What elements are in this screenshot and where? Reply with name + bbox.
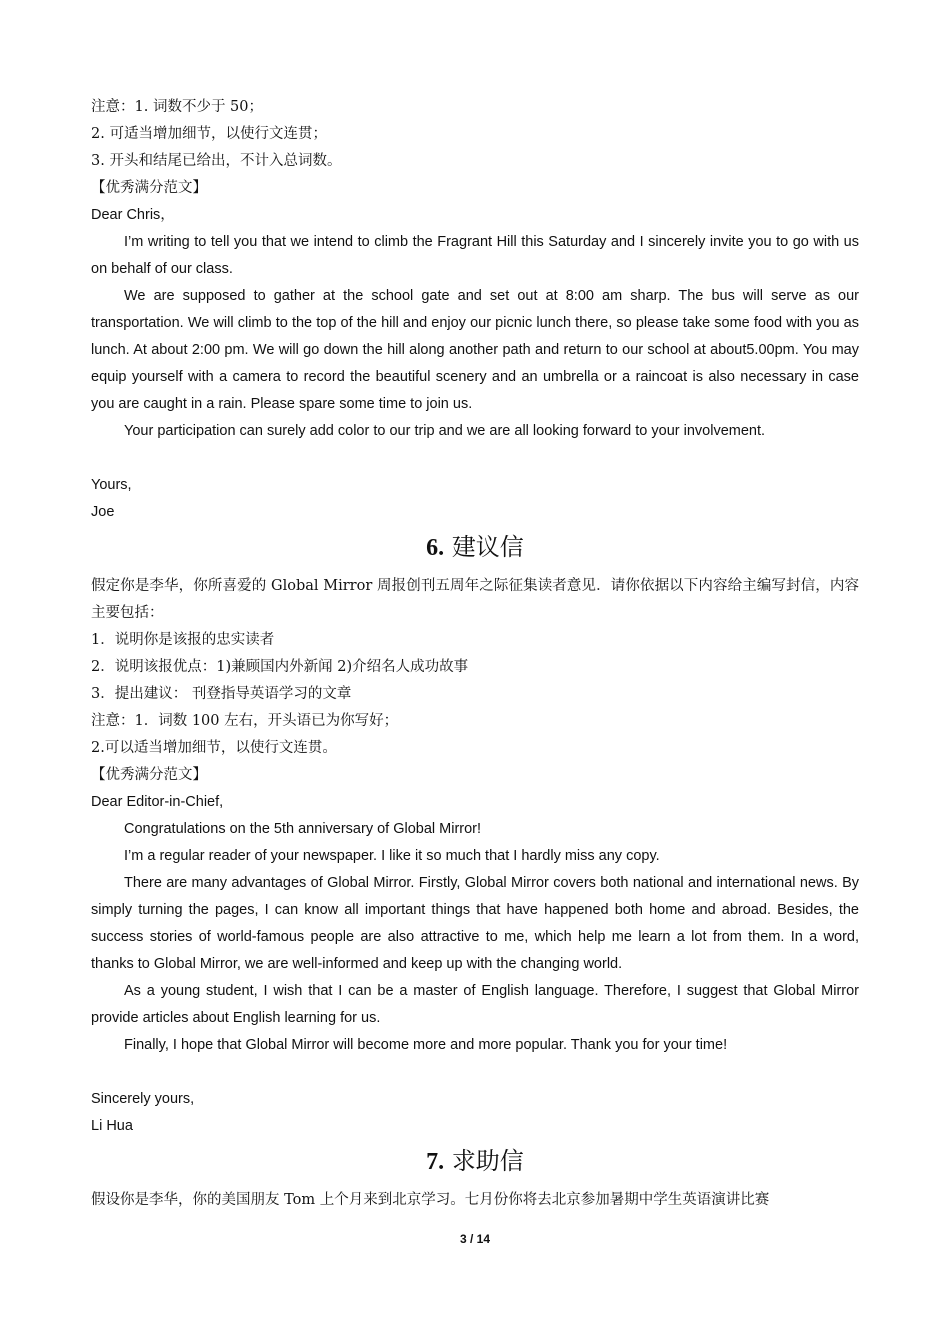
sample-label: 【优秀满分范文】 bbox=[91, 767, 207, 783]
sample-label: 【优秀满分范文】 bbox=[91, 180, 207, 196]
section-heading bbox=[91, 532, 859, 563]
note-line: 2. 可适当增加细节，以使行文连贯； bbox=[91, 126, 327, 142]
task-prompt: 假定你是李华，你所喜爱的 Global Mirror 周报创刊五周年之际征集读者意见．请你依据以下内容给主编写封信，内容主要包括： bbox=[91, 578, 859, 621]
task-point: 1．说明你是该报的忠实读者 bbox=[91, 632, 275, 648]
section-title: 建议信 bbox=[451, 533, 524, 561]
task-point: 3．提出建议： 刊登指导英语学习的文章 bbox=[91, 686, 352, 702]
letter-paragraph: As a young student, I wish that I can be a master of English language. Therefore, I suggest that Global Mirror provide articles about English learning for us. bbox=[91, 983, 859, 1026]
letter-greeting: Dear Chris， bbox=[91, 207, 175, 223]
task-point: 2．说明该报优点：1)兼顾国内外新闻 2)介绍名人成功故事 bbox=[91, 659, 469, 675]
letter-paragraph: I’m writing to tell you that we intend to climb the Fragrant Hill this Saturday and I sincerely invite you to go with us on behalf of our class. bbox=[91, 234, 859, 277]
letter-paragraph: We are supposed to gather at the school gate and set out at 8:00 am sharp. The bus will serve as our transportation. We will climb to the top of the hill and enjoy our picnic lunch there, so please take some food with you as lunch. At about 2:00 pm. We will go down the hill along another path and return to our school at about5.00pm. You may equip yourself with a camera to record the beautiful scenery and an umbrella or a raincoat is also necessary in case you are caught in a rain. Please spare some time to join us. bbox=[91, 288, 859, 412]
section-title: 求助信 bbox=[451, 1147, 524, 1175]
document-page bbox=[91, 94, 859, 1214]
section-number: 6. bbox=[426, 535, 445, 561]
letter-paragraph: I’m a regular reader of your newspaper. I like it so much that I hardly miss any copy. bbox=[124, 848, 660, 864]
letter-greeting: Dear Editor-in-Chief, bbox=[91, 794, 224, 810]
section-number: 7. bbox=[426, 1149, 445, 1175]
page-number-total: 14 bbox=[476, 1232, 491, 1246]
letter-closing: Sincerely yours, bbox=[91, 1091, 195, 1107]
note-line: 2.可以适当增加细节，以使行文连贯。 bbox=[91, 740, 337, 756]
note-line: 注意：1．词数 100 左右，开头语已为你写好； bbox=[91, 713, 399, 729]
letter-paragraph: Congratulations on the 5th anniversary of Global Mirror! bbox=[124, 821, 482, 837]
letter-paragraph: There are many advantages of Global Mirror. Firstly, Global Mirror covers both national and international news. By simply turning the pages, I can know all important things that have happened both home and abroad. Besides, the success stories of world-famous people are also attractive to me, which help me learn a lot from them. In a word, thanks to Global Mirror, we are well-informed and keep up with the changing world. bbox=[91, 875, 859, 972]
letter-signature: Li Hua bbox=[91, 1118, 133, 1134]
section-heading bbox=[91, 1146, 859, 1177]
page-number-current: 3 bbox=[459, 1232, 467, 1246]
letter-paragraph: Finally, I hope that Global Mirror will become more and more popular. Thank you for your time! bbox=[124, 1037, 728, 1053]
note-line: 3. 开头和结尾已给出，不计入总词数。 bbox=[91, 153, 342, 169]
page-number-separator: / bbox=[469, 1232, 474, 1246]
note-line: 注意：1. 词数不少于 50； bbox=[91, 99, 264, 115]
page-footer bbox=[0, 1232, 950, 1246]
letter-paragraph: Your participation can surely add color to our trip and we are all looking forward to your involvement. bbox=[124, 423, 766, 439]
task-prompt: 假设你是李华，你的美国朋友 Tom 上个月来到北京学习。七月份你将去北京参加暑期中学生英语演讲比赛 bbox=[91, 1192, 770, 1208]
letter-signature: Joe bbox=[91, 504, 115, 520]
letter-closing: Yours, bbox=[91, 477, 132, 493]
